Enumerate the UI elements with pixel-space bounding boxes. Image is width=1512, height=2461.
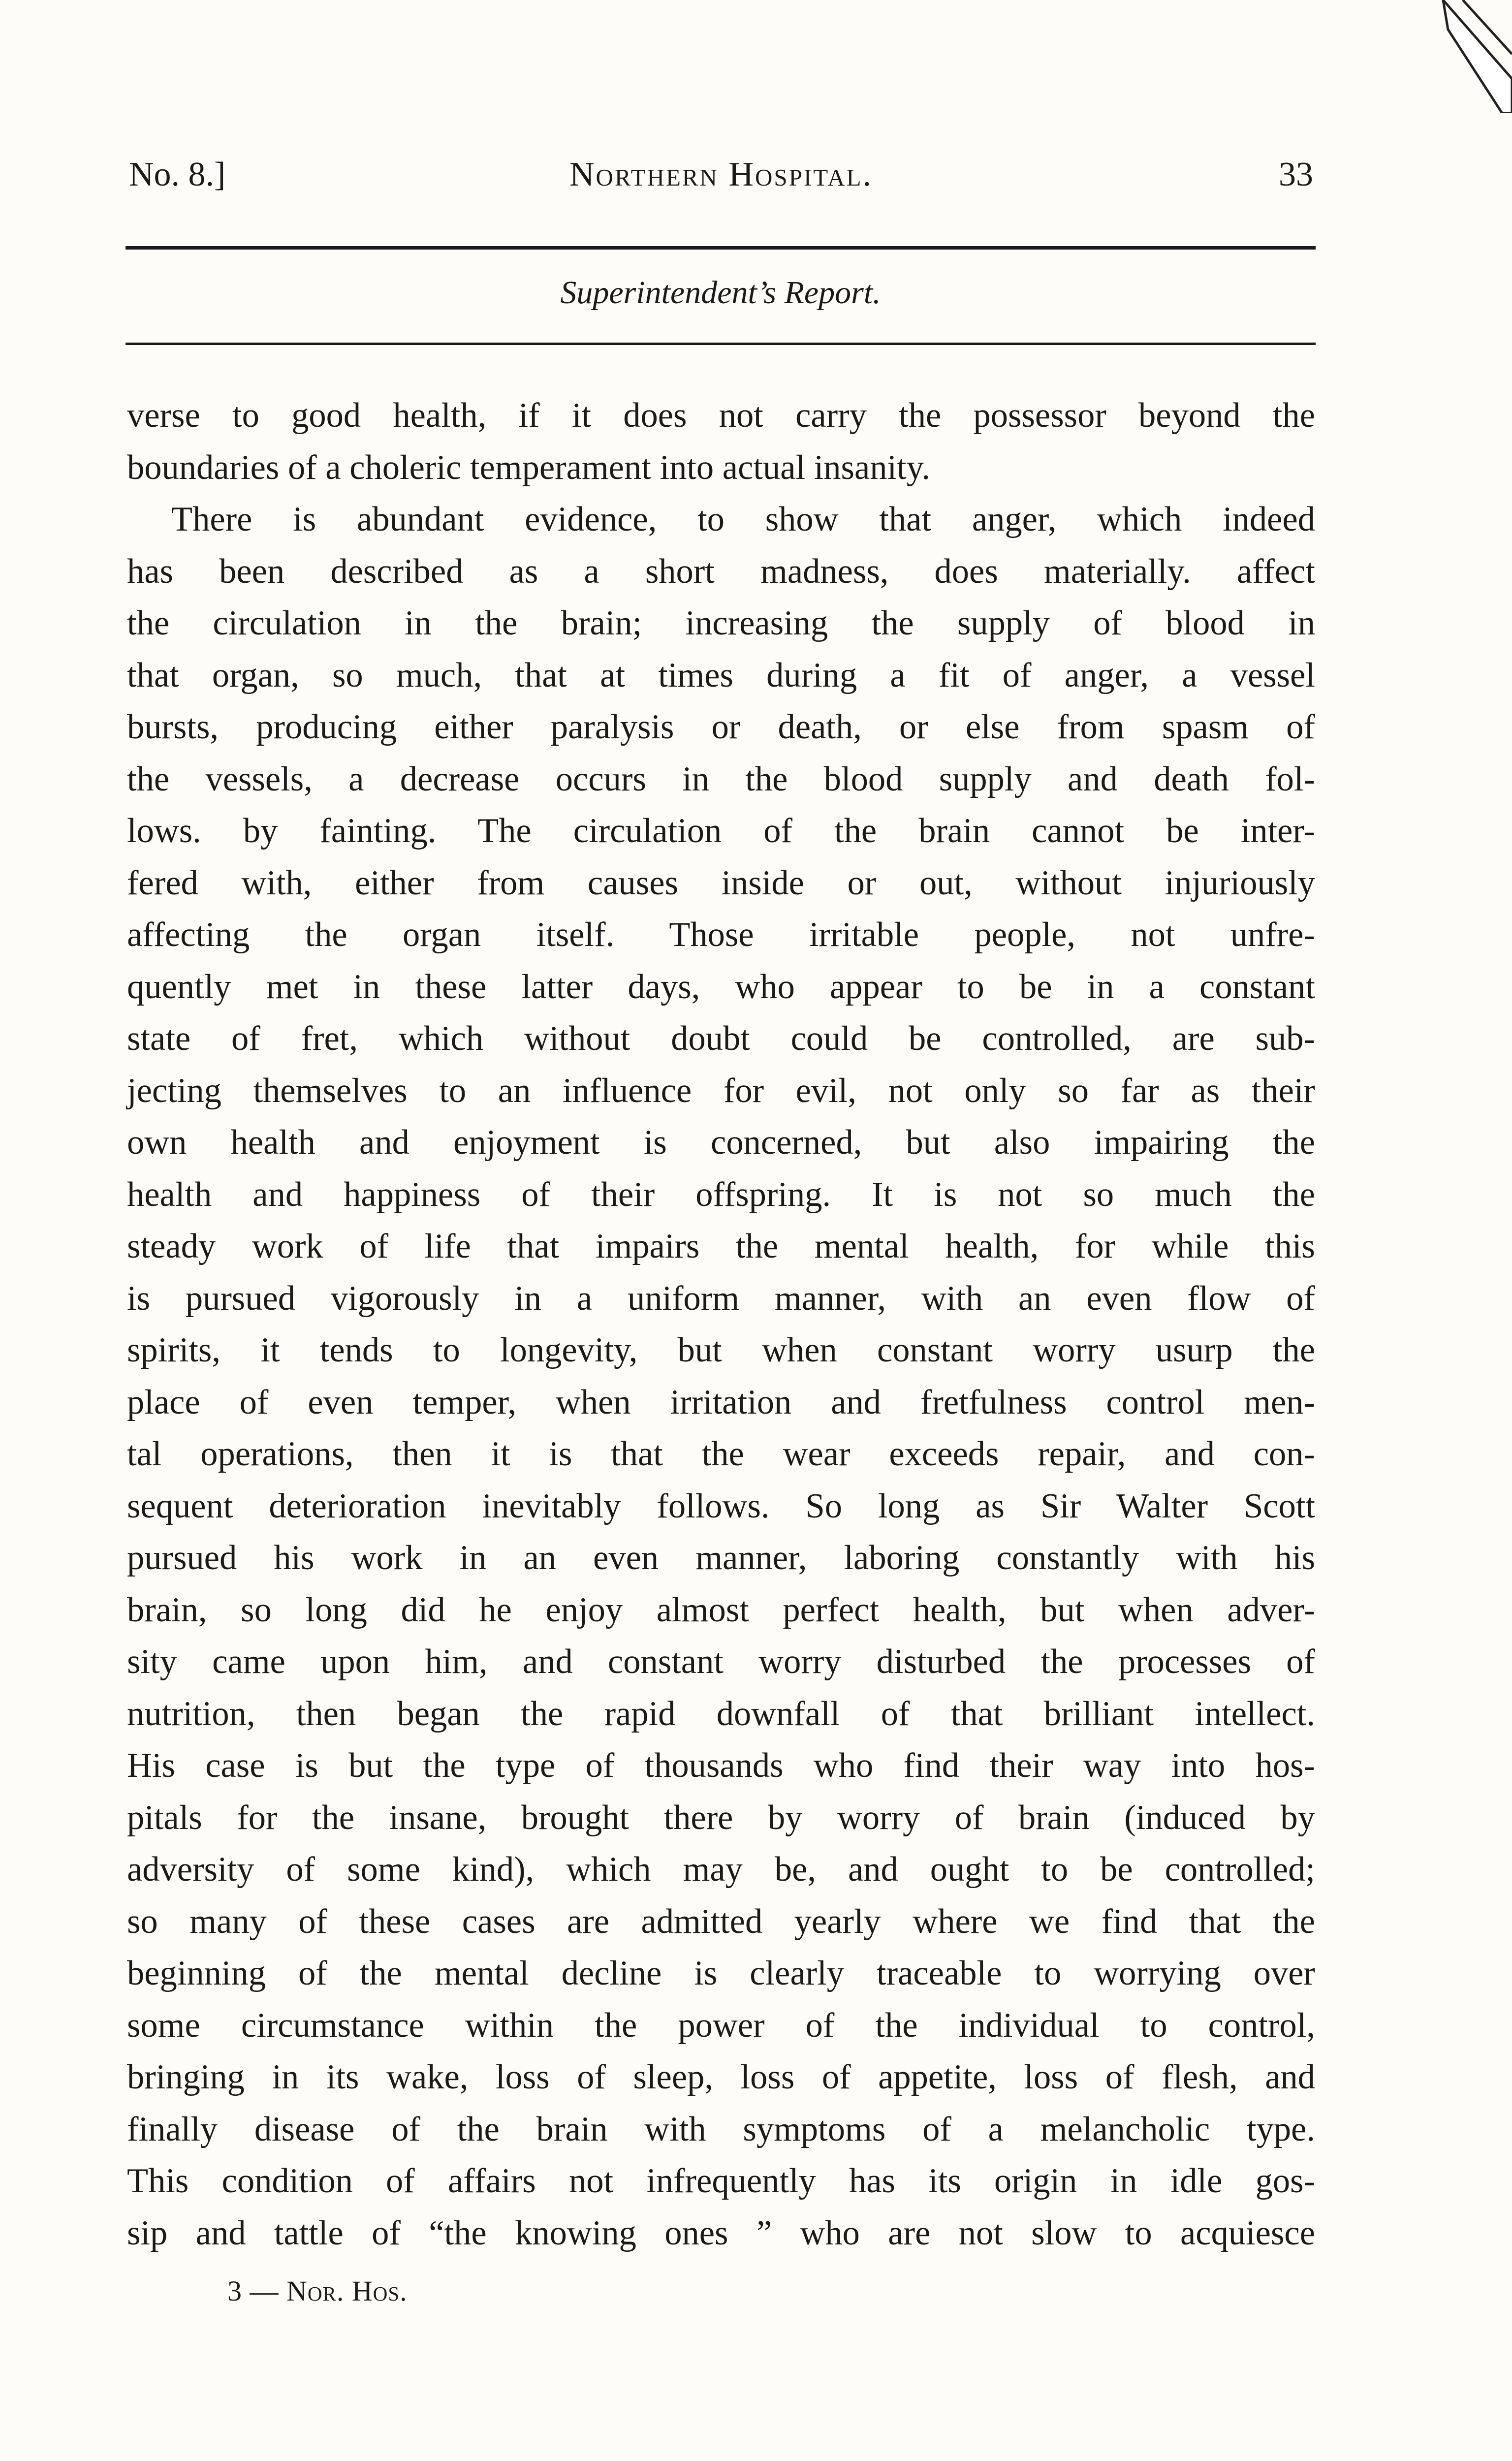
document-number: No. 8.]	[129, 156, 226, 193]
text-line: His case is but the type of thousands who find their way into hos-	[127, 1746, 1315, 1785]
text-line: quently met in these latter days, who appear to be in a constant	[127, 967, 1315, 1006]
text-line: pursued his work in an even manner, laboring constantly with his	[127, 1539, 1315, 1577]
text-line: so many of these cases are admitted yearly where we find that the	[127, 1902, 1315, 1941]
text-line: adversity of some kind), which may be, and ought to be controlled;	[127, 1850, 1315, 1889]
signature-number: 3 —	[227, 2275, 279, 2307]
text-line: the vessels, a decrease occurs in the blood supply and death fol-	[127, 759, 1315, 798]
text-line: has been described as a short madness, does materially. affect	[127, 552, 1315, 591]
text-line: the circulation in the brain; increasing the supply of blood in	[127, 604, 1315, 642]
page-number: 33	[1279, 156, 1313, 193]
hospital-title: Northern Hospital.	[569, 156, 873, 193]
text-line: bringing in its wake, loss of sleep, loss of appetite, loss of flesh, and	[127, 2058, 1315, 2096]
text-line: This condition of affairs not infrequently has its origin in idle gos-	[127, 2162, 1315, 2200]
text-line: some circumstance within the power of the individual to control,	[127, 2006, 1315, 2045]
text-line: state of fret, which without doubt could be controlled, are sub-	[127, 1019, 1315, 1058]
text-line: affecting the organ itself. Those irritable people, not unfre-	[127, 915, 1315, 954]
text-line: beginning of the mental decline is clearly traceable to worrying over	[127, 1954, 1315, 1992]
header-rule-top	[126, 246, 1316, 250]
text-line: bursts, producing either paralysis or death, or else from spasm of	[127, 708, 1315, 746]
text-line: nutrition, then began the rapid downfall of that brilliant intellect.	[127, 1694, 1315, 1733]
text-line: brain, so long did he enjoy almost perfect health, but when adver-	[127, 1590, 1315, 1629]
text-line: spirits, it tends to longevity, but when constant worry usurp the	[127, 1331, 1315, 1369]
text-line: steady work of life that impairs the mental health, for while this	[127, 1227, 1315, 1265]
signature-abbrev: Nor. Hos.	[286, 2275, 408, 2307]
text-line: fered with, either from causes inside or out, without injuriously	[127, 863, 1315, 902]
text-line: lows. by fainting. The circulation of the brain cannot be inter-	[127, 812, 1315, 850]
text-line: There is abundant evidence, to show that anger, which indeed	[171, 500, 1315, 538]
text-line: finally disease of the brain with symptoms of a melancholic type.	[127, 2110, 1315, 2148]
text-line: that organ, so much, that at times during a fit of anger, a vessel	[127, 656, 1315, 694]
text-line: place of even temper, when irritation and fretfulness control men-	[127, 1383, 1315, 1421]
text-line: pitals for the insane, brought there by worry of brain (induced by	[127, 1798, 1315, 1837]
text-line: sity came upon him, and constant worry disturbed the processes of	[127, 1642, 1315, 1681]
page-corner-mark	[1433, 0, 1512, 113]
text-line: is pursued vigorously in a uniform manner, with an even flow of	[127, 1279, 1315, 1318]
text-line: own health and enjoyment is concerned, but also impairing the	[127, 1123, 1315, 1162]
signature-line	[227, 2269, 408, 2313]
report-subtitle: Superintendent’s Report.	[560, 275, 881, 311]
body-text	[127, 390, 1315, 2259]
text-line: boundaries of a choleric temperament into actual insanity.	[127, 448, 930, 487]
text-line: jecting themselves to an influence for evil, not only so far as their	[127, 1071, 1315, 1110]
running-head	[129, 148, 1313, 202]
text-line: tal operations, then it is that the wear exceeds repair, and con-	[127, 1435, 1315, 1473]
text-line: sequent deterioration inevitably follows. So long as Sir Walter Scott	[127, 1486, 1315, 1525]
text-line: health and happiness of their offspring. It is not so much the	[127, 1175, 1315, 1214]
header-rule-bottom	[126, 343, 1316, 345]
text-line: sip and tattle of “the knowing ones ” who are not slow to acquiesce	[127, 2213, 1315, 2252]
text-line: verse to good health, if it does not carry the possessor beyond the	[127, 396, 1315, 435]
